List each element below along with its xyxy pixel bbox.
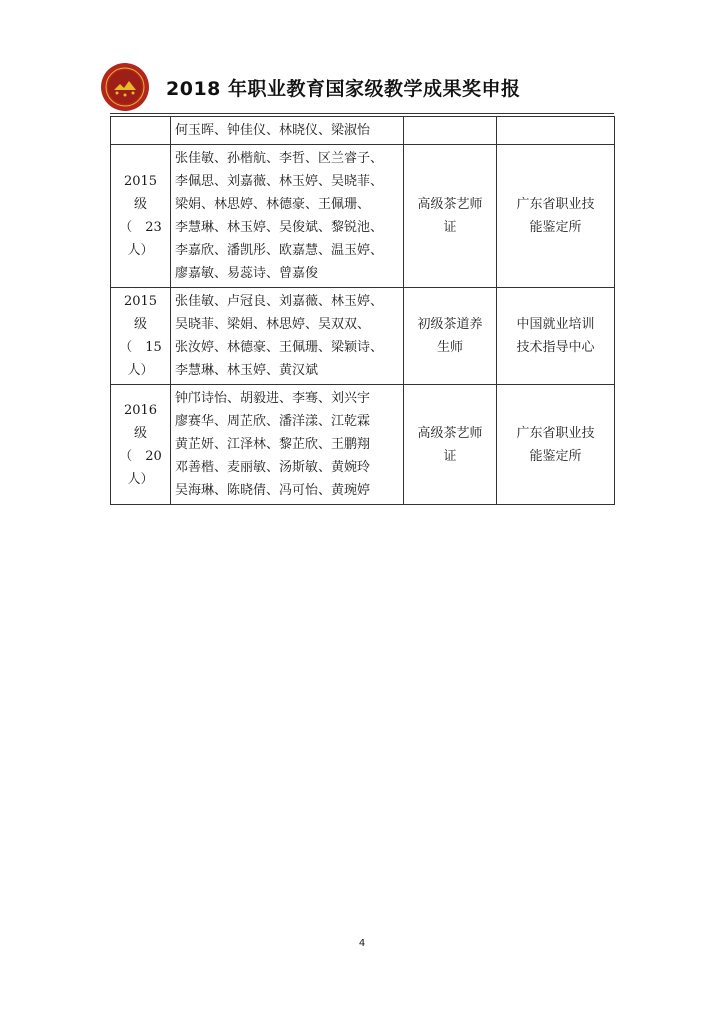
page-header <box>100 58 620 114</box>
student-names-line: 吴海琳、陈晓倩、冯可怡、黄琬婷 <box>175 483 371 498</box>
grade-line: 2015 <box>123 174 158 189</box>
certificate-line: 初级茶道养 <box>417 317 483 332</box>
issuing-organization-line: 广东省职业技 <box>516 425 595 441</box>
issuing-organization-line: 广东省职业技 <box>516 197 595 212</box>
table-row <box>111 145 615 288</box>
certificate-cell <box>404 385 497 505</box>
certificate-cell <box>404 145 497 288</box>
page-title: 2018 年职业教育国家级教学成果奖申报 <box>166 78 521 100</box>
student-names-line: 廖赛华、周芷欣、潘洋漾、江乾霖 <box>175 414 371 429</box>
grade-cell <box>111 385 171 505</box>
issuing-organization-line: 技术指导中心 <box>516 340 595 355</box>
header-divider <box>110 113 614 114</box>
certificate-line: 高级茶艺师 <box>417 197 483 212</box>
student-names-line: 李慧琳、林玉婷、黄汉斌 <box>175 363 319 378</box>
grade-line: 级 <box>133 425 147 441</box>
issuing-organization-cell <box>497 288 615 385</box>
grade-line: 人） <box>127 243 154 258</box>
issuing-organization-line: 能鉴定所 <box>529 220 582 235</box>
issuing-organization-line: 能鉴定所 <box>529 448 582 464</box>
school-emblem-icon <box>100 62 150 112</box>
student-names-line: 李佩思、刘嘉薇、林玉婷、吴晓菲、 <box>175 174 384 189</box>
certificate-line: 证 <box>443 448 457 464</box>
grade-cell <box>111 117 171 145</box>
certificate-line: 高级茶艺师 <box>417 425 483 441</box>
student-names-line: 梁娟、林思婷、林德豪、王佩珊、 <box>175 197 371 212</box>
issuing-organization-line: 中国就业培训 <box>516 317 595 332</box>
student-names-cell <box>171 288 404 385</box>
student-names-line: 何玉晖、钟佳仪、林晓仪、梁淑怡 <box>175 123 371 138</box>
grade-cell <box>111 145 171 288</box>
student-names-cell <box>171 117 404 145</box>
grade-line: 人） <box>127 471 154 487</box>
grade-line: 2015 <box>123 294 158 309</box>
issuing-organization-cell <box>497 117 615 145</box>
student-names-line: 张佳敏、孙楷航、李哲、区兰睿子、 <box>175 151 384 166</box>
student-names-line: 廖嘉敏、易蕊诗、曾嘉俊 <box>175 266 319 281</box>
student-names-line: 钟邝诗怡、胡毅进、李骞、刘兴宇 <box>175 391 371 406</box>
student-names-cell <box>171 145 404 288</box>
student-names-line: 黄芷妍、江泽林、黎芷欣、王鹏翔 <box>175 437 371 452</box>
grade-line: （ 15 <box>119 340 162 355</box>
certificate-line: 生师 <box>436 340 463 355</box>
certificate-cell <box>404 288 497 385</box>
table-row <box>111 385 615 505</box>
table-row <box>111 288 615 385</box>
grade-cell <box>111 288 171 385</box>
student-names-line: 张汝婷、林德豪、王佩珊、梁颖诗、 <box>175 340 384 355</box>
issuing-organization-cell <box>497 145 615 288</box>
student-names-line: 李慧琳、林玉婷、吴俊斌、黎锐池、 <box>175 220 384 235</box>
table-row <box>111 117 615 145</box>
grade-line: 2016 <box>123 402 158 418</box>
page-number: 4 <box>358 938 366 949</box>
student-names-line: 李嘉欣、潘凯彤、欧嘉慧、温玉婷、 <box>175 243 384 258</box>
grade-line: 人） <box>127 363 154 378</box>
issuing-organization-cell <box>497 385 615 505</box>
student-names-line: 张佳敏、卢冠良、刘嘉薇、林玉婷、 <box>175 294 384 309</box>
grade-line: 级 <box>133 317 147 332</box>
grade-line: （ 20 <box>119 448 162 464</box>
student-names-cell <box>171 385 404 505</box>
certificate-line: 证 <box>443 220 457 235</box>
grade-line: 级 <box>133 197 147 212</box>
grade-line: （ 23 <box>119 220 162 235</box>
certificate-cell <box>404 117 497 145</box>
student-names-line: 邓善楷、麦丽敏、汤斯敏、黄婉玲 <box>175 460 371 475</box>
award-table <box>110 116 615 505</box>
student-names-line: 吴晓菲、梁娟、林思婷、吴双双、 <box>175 317 371 332</box>
